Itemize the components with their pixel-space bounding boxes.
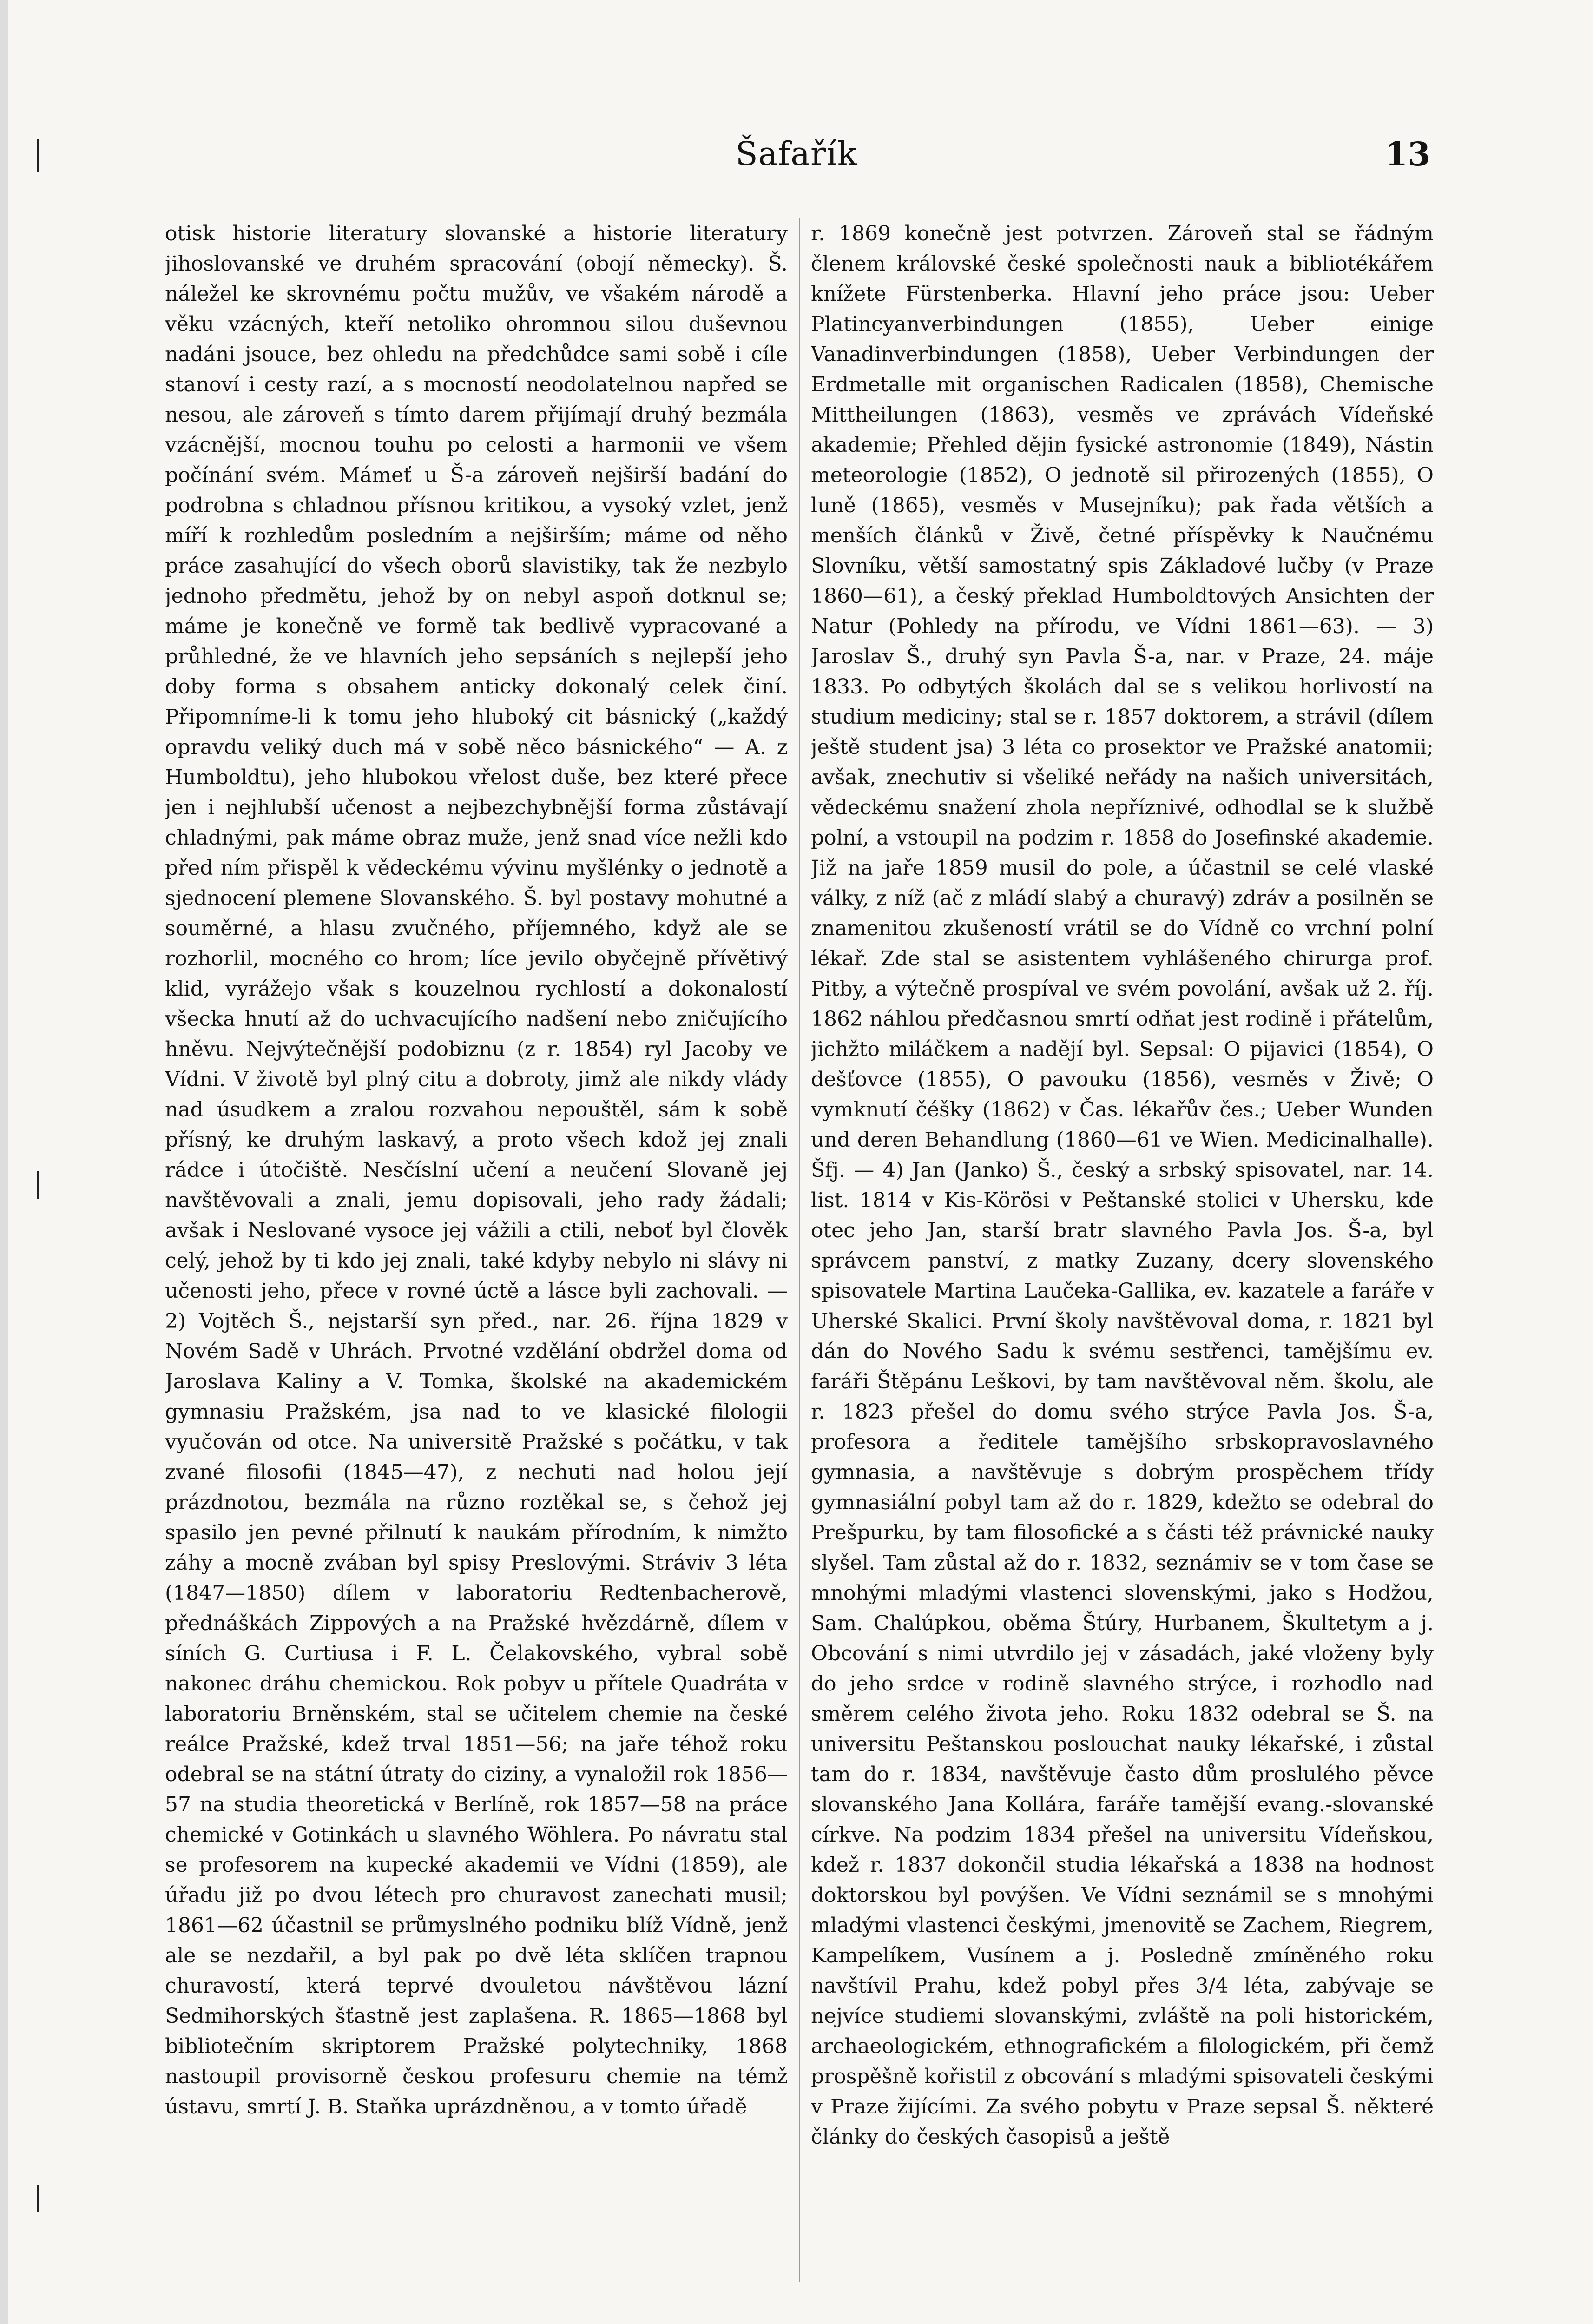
- right-column-text: r. 1869 konečně jest potvrzen. Zároveň stal se řádným členem královské české společnosti nauk a bibliotékářem knížete Fürstenberka. Hlavní jeho práce jsou: Ueber Platincyanverbindungen (1855), Ueber einige Vanadinverbindungen (1858), Ueber Verbindungen der Erdmetalle mit organischen Radicalen (1858), Chemische Mittheilungen (1863), vesměs ve zprávách Vídeňské akademie; Přehled dějin fysické astronomie (1849), Nástin meteorologie (1852), O jednotě sil přirozených (1855), O luně (1865), vesměs v Musejníku); pak řada větších a menších článků v Živě, četné příspěvky k Naučnému Slovníku, větší samostatný spis Základové lučby (v Praze 1860—61), a český překlad Humboldtových Ansichten der Natur (Pohledy na přírodu, ve Vídni 1861—63). — 3) Jaroslav Š., druhý syn Pavla Š-a, nar. v Praze, 24. máje 1833. Po odbytých školách dal se s velikou horlivostí na studium mediciny; stal se r. 1857 doktorem, a strávil (dílem ještě student jsa) 3 léta co prosektor ve Pražské anatomii; avšak, znechutiv si všeliké neřády na našich universitách, vědeckému snažení zhola nepříznivé, odhodlal se k službě polní, a vstoupil na podzim r. 1858 do Josefinské akademie. Již na jaře 1859 musil do pole, a účastnil se celé vlaské války, z níž (ač z mládí slabý a churavý) zdráv a posilněn se znamenitou zkušeností vrátil se do Vídně co vrchní polní lékař. Zde stal se asistentem vyhlášeného chirurga prof. Pitby, a výtečně prospíval ve svém povolání, avšak už 2. říj. 1862 náhlou předčasnou smrtí odňat jest rodině i přátelům, jichžto miláčkem a nadějí byl. Sepsal: O pijavici (1854), O dešťovce (1855), O pavouku (1856), vesměs v Živě; O vymknutí čéšky (1862) v Čas. lékařův čes.; Ueber Wunden und deren Behandlung (1860—61 ve Wien. Medicinalhalle). Šfj. — 4) Jan (Janko) Š., český a srbský spisovatel, nar. 14. list. 1814 v Kis-Körösi v Peštanské stolici v Uhersku, kde otec jeho Jan, starší bratr slavného Pavla Jos. Š-a, byl správcem panství, z matky Zuzany, dcery slovenského spisovatele Martina Laučeka-Gallika, ev. kazatele a faráře v Uherské Skalici. První školy navštěvoval doma, r. 1821 byl dán do Nového Sadu k svému sestřenci, tamějšímu ev. faráři Štěpánu Leškovi, by tam navštěvoval něm. školu, ale r. 1823 přešel do domu svého strýce Pavla Jos. Š-a, profesora a ředitele tamějšího srbskopravoslavného gymnasia, a navštěvuje s dobrým prospěchem třídy gymnasiální pobyl tam až do r. 1829, kdežto se odebral do Prešpurku, by tam filosofické a s části též právnické nauky slyšel. Tam zůstal až do r. 1832, seznámiv se v tom čase se mnohými mladými vlastenci slovenskými, jako s Hodžou, Sam. Chalúpkou, oběma Štúry, Hurbanem, Škultetym a j. Obcování s nimi utvrdilo jej v zásadách, jaké vloženy byly do jeho srdce v rodině slavného strýce, i rozhodlo nad směrem celého života jeho. Roku 1832 odebral se Š. na universitu Peštanskou poslouchat nauky lékařské, i zůstal tam do r. 1834, navštěvuje často dům proslulého pěvce slovanského Jana Kollára, faráře tamější evang.-slovanské církve. Na podzim 1834 přešel na universitu Vídeňskou, kdež r. 1837 dokončil studia lékařská a 1838 na hodnost doktorskou byl povýšen. Ve Vídni seznámil se s mnohými mladými vlastenci českými, jmenovitě se Zachem, Riegrem, Kampelíkem, Vusínem a j. Posledně zmíněného roku navštívil Prahu, kdež pobyl přes 3/4 léta, zabývaje se nejvíce studiemi slovanskými, zvláště na poli historickém, archaeologickém, ethnografickém a filologickém, při čemž prospěšně kořistil z obcování s mladými spisovateli českými v Praze žijícími. Za svého pobytu v Praze sepsal Š. některé články do českých časopisů a ještě: [811, 222, 1434, 2149]
- page-number: 13: [1385, 135, 1430, 173]
- left-column: [165, 218, 788, 2282]
- right-column: [811, 218, 1434, 2282]
- margin-mark: [37, 1171, 39, 1199]
- left-column-text: otisk historie literatury slovanské a historie literatury jihoslovanské ve druhém spracování (obojí německy). Š. náležel ke skrovnému počtu mužův, ve všakém národě a věku vzácných, kteří netoliko ohromnou silou duševnou nadáni jsouce, bez ohledu na předchůdce sami sobě i cíle stanoví i cesty razí, a s mocností neodolatelnou napřed se nesou, ale zároveň s tímto darem přijímají druhý bezmála vzácnější, mocnou touhu po celosti a harmonii ve všem počínání svém. Mámeť u Š-a zároveň nejširší badání do podrobna s chladnou přísnou kritikou, a vysoký vzlet, jenž míří k rozhledům posledním a nejširším; máme od něho práce zasahující do všech oborů slavistiky, tak že nezbylo jednoho předmětu, jehož by on nebyl aspoň dotknul se; máme je konečně ve formě tak bedlivě vypracované a průhledné, že ve hlavních jeho sepsáních s nejlepší jeho doby forma s obsahem anticky dokonalý celek činí. Připomníme-li k tomu jeho hluboký cit básnický („každý opravdu veliký duch má v sobě něco básnického“ — A. z Humboldtu), jeho hlubokou vřelost duše, bez které přece jen i nejhlubší učenost a nejbezchybnější forma zůstávají chladnými, pak máme obraz muže, jenž snad více nežli kdo před ním přispěl k vědeckému vývinu myšlénky o jednotě a sjednocení plemene Slovanského. Š. byl postavy mohutné a souměrné, a hlasu zvučného, příjemného, když ale se rozhorlil, mocného co hrom; líce jevilo obyčejně přívětivý klid, vyrážejo však s kouzelnou rychlostí a dokonalostí všecka hnutí až do uchvacujícího nadšení nebo zničujícího hněvu. Nejvýtečnější podobiznu (z r. 1854) ryl Jacoby ve Vídni. V životě byl plný citu a dobroty, jimž ale nikdy vlády nad úsudkem a zralou rozvahou nepouštěl, sám k sobě přísný, ke druhým laskavý, a proto všech kdož jej znali rádce i útočiště. Nesčíslní učení a neučení Slovaně jej navštěvovali a znali, jemu dopisovali, jeho rady žádali; avšak i Neslované vysoce jej vážili a ctili, neboť byl člověk celý, jehož by ti kdo jej znali, také kdyby nebylo ni slávy ni učenosti jeho, přece v rovné úctě a lásce byli zachovali. — 2) Vojtěch Š., nejstarší syn před., nar. 26. října 1829 v Novém Sadě v Uhrách. Prvotné vzdělání obdržel doma od Jaroslava Kaliny a V. Tomka, školské na akademickém gymnasiu Pražském, jsa nad to ve klasické filologii vyučován od otce. Na universitě Pražské s počátku, v tak zvané filosofii (1845—47), z nechuti nad holou její prázdnotou, bezmála na různo roztěkal se, s čehož jej spasilo jen pevné přilnutí k naukám přírodním, k nimžto záhy a mocně zvában byl spisy Preslovými. Stráviv 3 léta (1847—1850) dílem v laboratoriu Redtenbacherově, přednáškách Zippových a na Pražské hvězdárně, dílem v síních G. Curtiusa i F. L. Čelakovského, vybral sobě nakonec dráhu chemickou. Rok pobyv u přítele Quadráta v laboratoriu Brněnském, stal se učitelem chemie na české reálce Pražské, kdež trval 1851—56; na jaře téhož roku odebral se na státní útraty do ciziny, a vynaložil rok 1856—57 na studia theoretická v Berlíně, rok 1857—58 na práce chemické v Gotinkách u slavného Wöhlera. Po návratu stal se profesorem na kupecké akademii ve Vídni (1859), ale úřadu již po dvou létech pro churavost zanechati musil; 1861—62 účastnil se průmyslného podniku blíž Vídně, jenž ale se nezdařil, a byl pak po dvě léta sklíčen trapnou churavostí, která teprvé dvouletou návštěvou lázní Sedmihorských šťastně jest zaplašena. R. 1865—1868 byl bibliotečním skriptorem Pražské polytechniky, 1868 nastoupil provisorně českou profesuru chemie na témž ústavu, smrtí J. B. Staňka uprázdněnou, a v tomto úřadě: [165, 222, 788, 2119]
- margin-mark: [37, 2185, 39, 2212]
- running-head-title: Šafařík: [735, 135, 858, 173]
- column-divider: [799, 218, 800, 2282]
- scan-edge: [0, 0, 8, 2324]
